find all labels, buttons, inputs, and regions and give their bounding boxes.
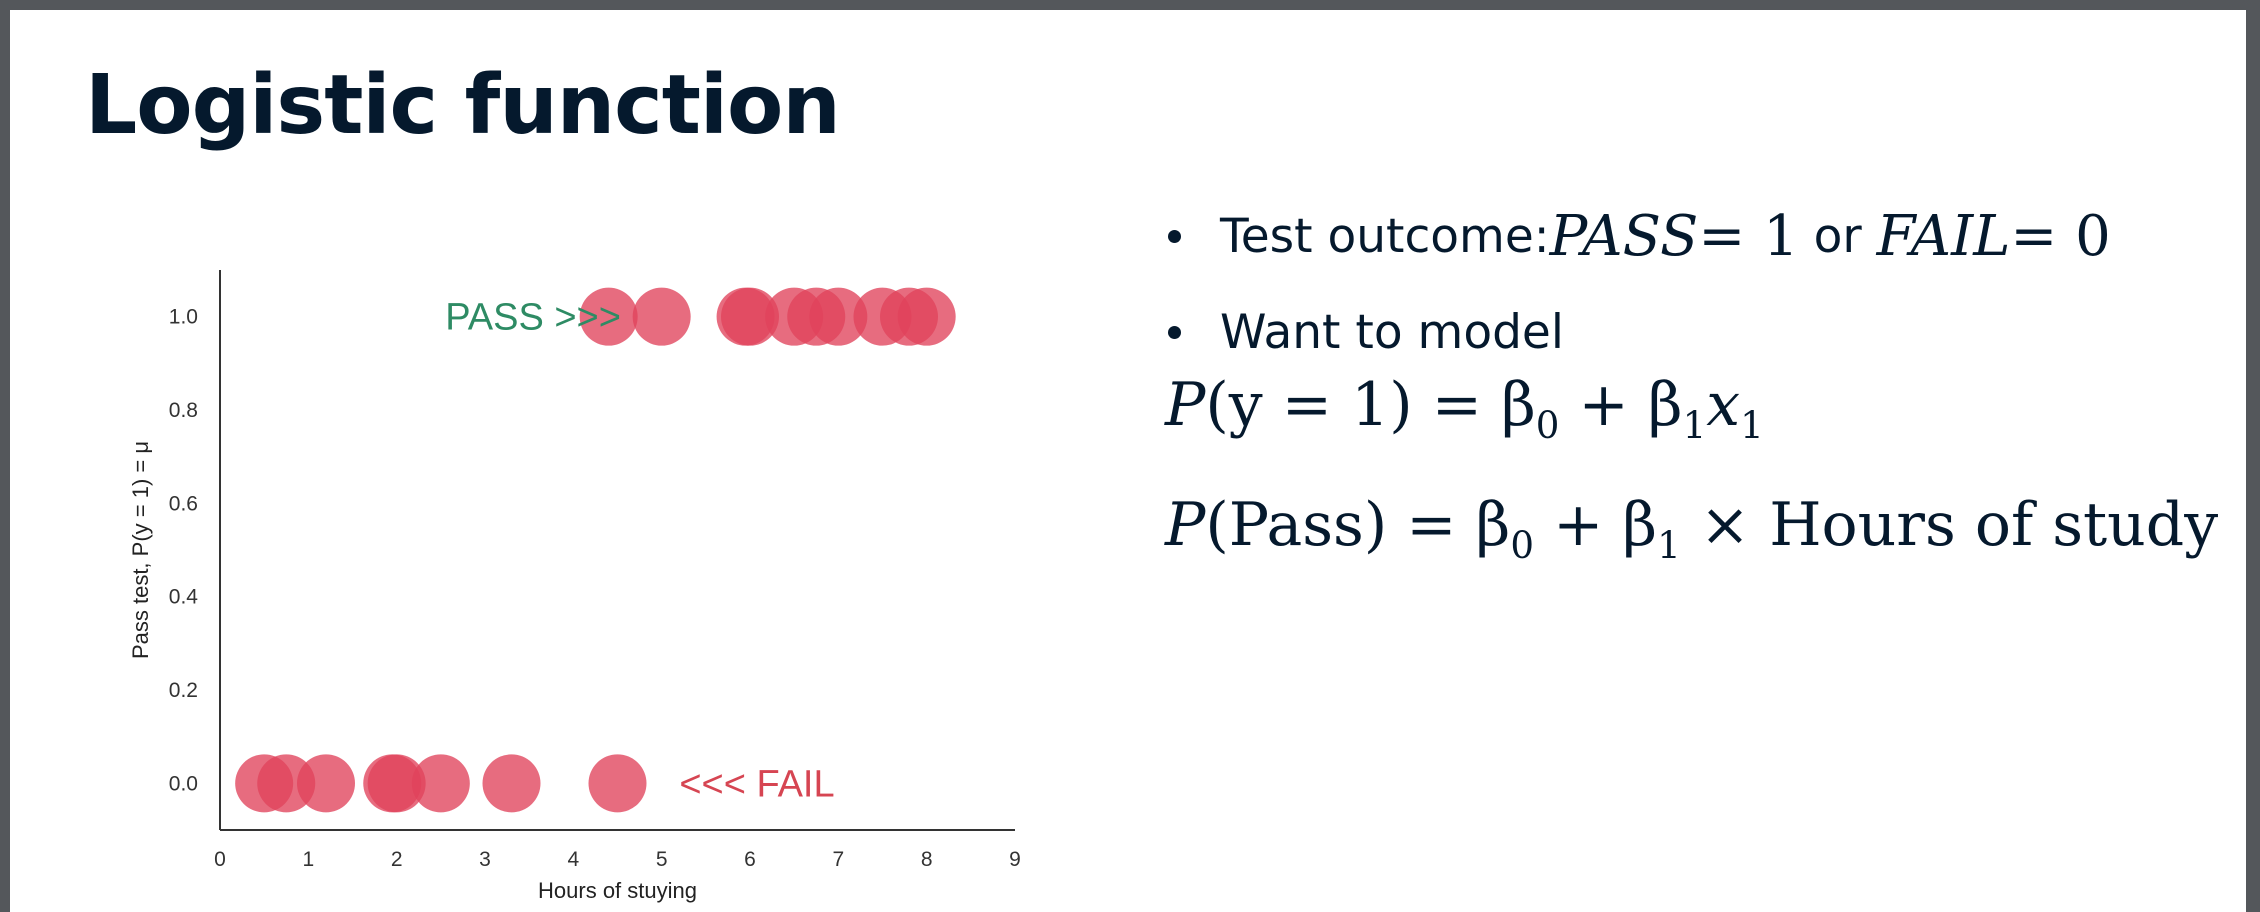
y-tick-label: 0.8 — [168, 399, 198, 422]
fail-eq: = 0 — [2010, 203, 2111, 269]
eq1-var-sub: 1 — [1740, 403, 1764, 448]
eq2-arg: (Pass) — [1205, 490, 1388, 560]
annotation-label: <<< FAIL — [679, 763, 835, 806]
x-tick-label: 0 — [214, 848, 226, 871]
x-tick-label: 6 — [744, 848, 756, 871]
eq1-b1: 1 — [1682, 403, 1707, 448]
eq2-b1: 1 — [1657, 523, 1681, 568]
bullet-want-to-model — [1160, 284, 2220, 380]
eq1-b0: 0 — [1535, 403, 1560, 448]
y-tick-label: 0.0 — [168, 772, 198, 796]
eq1-plus: + β — [1559, 370, 1683, 440]
fail-math: FAIL — [1876, 203, 2011, 269]
bullet-text: Want to model — [1220, 304, 1564, 360]
slide-title: Logistic function — [85, 58, 840, 153]
y-axis-label: Pass test, P(y = 1) = μ — [128, 440, 153, 660]
or-text: or — [1798, 208, 1877, 264]
data-point — [633, 288, 691, 346]
eq1-var: x — [1706, 370, 1741, 440]
scatter-chart — [110, 250, 1030, 910]
equation-pass-model — [1165, 490, 2218, 567]
bullet-text: Test outcome: — [1220, 208, 1550, 264]
y-tick-label: 0.6 — [168, 492, 198, 516]
eq2-times: × Hours of study — [1680, 490, 2219, 560]
equation-linear-model — [1165, 370, 1764, 447]
bullet-dot-icon — [1168, 230, 1181, 243]
slide — [10, 10, 2246, 912]
x-tick-label: 8 — [920, 848, 933, 871]
data-point — [483, 754, 541, 812]
x-tick-label: 1 — [302, 848, 315, 871]
x-tick-label: 7 — [832, 848, 845, 871]
y-tick-label: 0.4 — [168, 585, 198, 609]
eq2-rhs: = β — [1387, 490, 1511, 560]
y-tick-label: 1.0 — [168, 305, 198, 329]
eq2-b0: 0 — [1510, 523, 1535, 568]
data-point — [898, 288, 956, 346]
x-tick-label: 9 — [1009, 848, 1021, 871]
x-axis-label: Hours of stuying — [538, 878, 697, 903]
x-tick-label: 5 — [655, 848, 668, 871]
eq1-lhs: P — [1165, 370, 1206, 440]
data-point — [589, 754, 647, 812]
annotation-label: PASS >>> — [445, 296, 621, 339]
data-point — [412, 754, 470, 812]
x-tick-label: 2 — [390, 848, 403, 871]
x-tick-label: 4 — [567, 848, 580, 871]
eq1-rhs: = β — [1412, 370, 1536, 440]
eq2-plus: + β — [1534, 490, 1658, 560]
pass-math: PASS — [1549, 203, 1699, 269]
bullet-list — [1160, 188, 2220, 380]
x-tick-label: 3 — [479, 848, 491, 871]
bullet-test-outcome — [1160, 188, 2220, 284]
eq1-arg: (y = 1) — [1205, 370, 1413, 440]
eq2-lhs: P — [1165, 490, 1206, 560]
pass-eq: = 1 — [1698, 203, 1799, 269]
bullet-dot-icon — [1168, 326, 1181, 339]
data-point — [297, 754, 355, 812]
y-tick-label: 0.2 — [168, 679, 198, 702]
